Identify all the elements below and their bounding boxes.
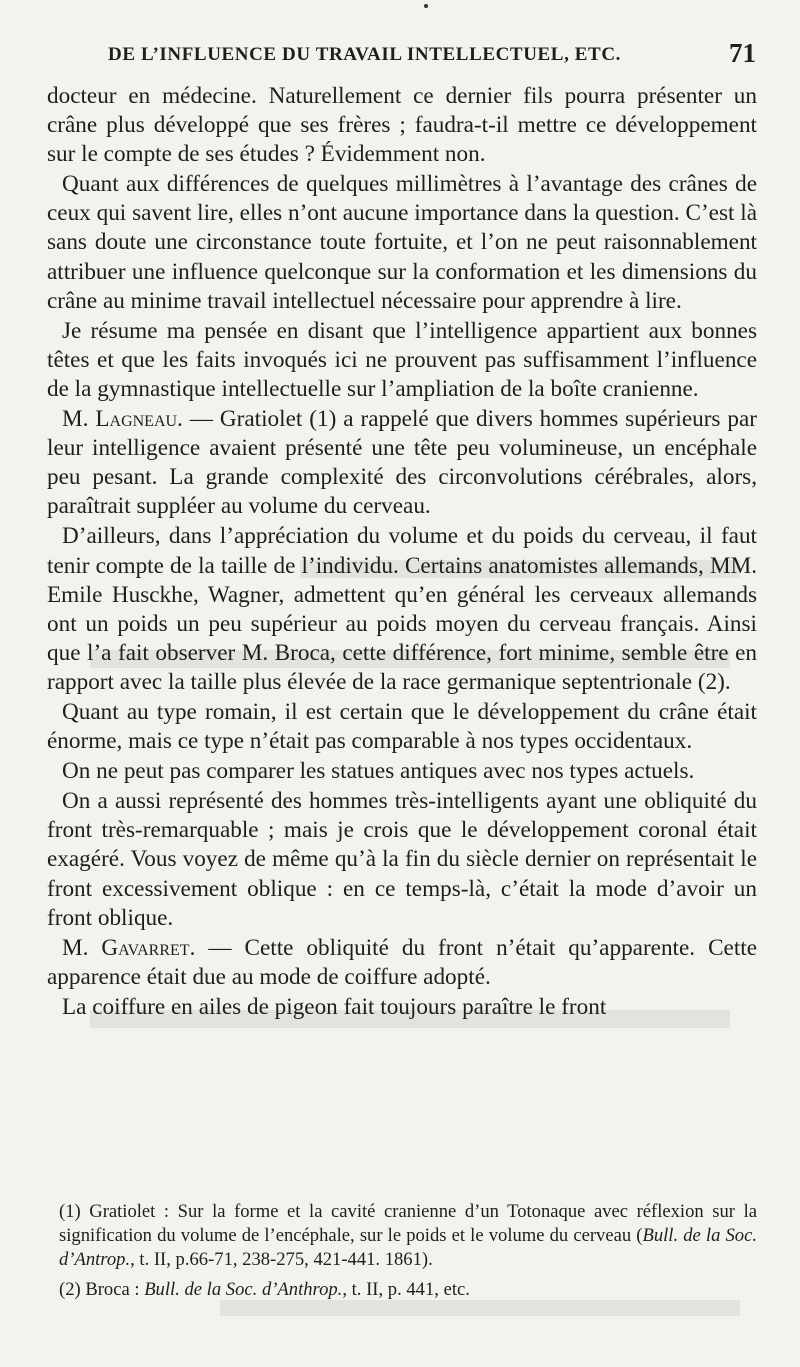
running-header bbox=[108, 38, 756, 78]
paragraph bbox=[47, 405, 757, 521]
footnote-2: (2) Broca : Bull. de la Soc. d’Anthrop., t. II, p. 441, etc. bbox=[59, 1279, 470, 1300]
paragraph: On a aussi représenté des hommes très-intelligents ayant une obliquité du front très-remarquable ; mais je crois que le développement coronal était exagéré. Vous voyez de même qu’à la fin du siècle dernier on représentait le front excessivement oblique : en ce temps-là, c’était la mode d’avoir un front oblique. bbox=[47, 788, 757, 931]
footnote-marker: (2) bbox=[59, 1279, 81, 1300]
footnote-1: (1) Gratiolet : Sur la forme et la cavité cranienne d’un Totonaque avec réflexion sur la signification du volume de l’encéphale, sur le poids et le volume du cerveau (Bull. de la Soc. d’Antrop., t. II, p.66-71, 238-275, 421-441. 1861). bbox=[59, 1201, 757, 1270]
speaker-name: M. Gavarret. bbox=[62, 934, 196, 961]
citation: Bull. de la Soc. d’Anthrop. bbox=[144, 1279, 343, 1300]
paragraph: Quant au type romain, il est certain que le développement du crâne était énorme, mais ce type n’était pas comparable à nos types occidentaux. bbox=[47, 698, 757, 755]
paragraph: docteur en médecine. Naturellement ce dernier fils pourra présenter un crâne plus développé que ses frères ; faudra-t-il mettre ce développement sur le compte de ses études ? Évidemment non. bbox=[47, 83, 757, 168]
paragraph: On ne peut pas comparer les statues antiques avec nos types actuels. bbox=[62, 758, 695, 785]
paragraph: Je résume ma pensée en disant que l’intelligence appartient aux bonnes têtes et que les faits invoqués ici ne prouvent pas suffisamment l’influence de la gymnastique intellectuelle sur l’ampliation de la boîte cranienne. bbox=[47, 317, 757, 402]
speaker-name: M. Lagneau. bbox=[62, 406, 183, 433]
speech-text: — Cette obliquité du front n’était qu’apparente. Cette apparence était due au mode de coiffure adopté. bbox=[47, 934, 758, 990]
speech-text: — Gratiolet (1) a rappelé que divers hommes supérieurs par leur intelligence avaient présenté une tête peu volumineuse, un encéphale peu pesant. La grande complexité des circonvolutions cérébrales, alors, paraîtrait suppléer au volume du cerveau. bbox=[47, 406, 758, 520]
main-text bbox=[47, 82, 757, 1022]
running-title: DE L’INFLUENCE DU TRAVAIL INTELLECTUEL, ETC. bbox=[108, 44, 621, 65]
footnote-marker: (1) bbox=[59, 1201, 81, 1222]
show-through-shadow bbox=[220, 1300, 740, 1316]
page-number: 71 bbox=[729, 38, 756, 68]
footnotes bbox=[47, 1200, 757, 1302]
page-speck bbox=[424, 4, 428, 8]
citation: Bull. de la Soc. d’Antrop. bbox=[59, 1225, 757, 1270]
paragraph: La coiffure en ailes de pigeon fait toujours paraître le front bbox=[62, 993, 607, 1020]
paragraph: Quant aux différences de quelques millimètres à l’avantage des crânes de ceux qui savent lire, elles n’ont aucune importance dans la question. C’est là sans doute une circonstance toute fortuite, et l’on ne peut raisonnablement attribuer une influence quelconque sur la conformation et les dimensions du crâne au minime travail intellectuel nécessaire pour apprendre à lire. bbox=[47, 171, 757, 314]
paragraph: D’ailleurs, dans l’appréciation du volume et du poids du cerveau, il faut tenir compte de la taille de l’individu. Certains anatomistes allemands, MM. Emile Husckhe, Wagner, admettent qu’en général les cerveaux allemands ont un poids un peu supérieur au poids moyen du cerveau français. Ainsi que l’a fait observer M. Broca, cette différence, fort minime, semble être en rapport avec la taille plus élevée de la race germanique septentrionale (2). bbox=[47, 523, 757, 695]
paragraph bbox=[47, 934, 757, 992]
